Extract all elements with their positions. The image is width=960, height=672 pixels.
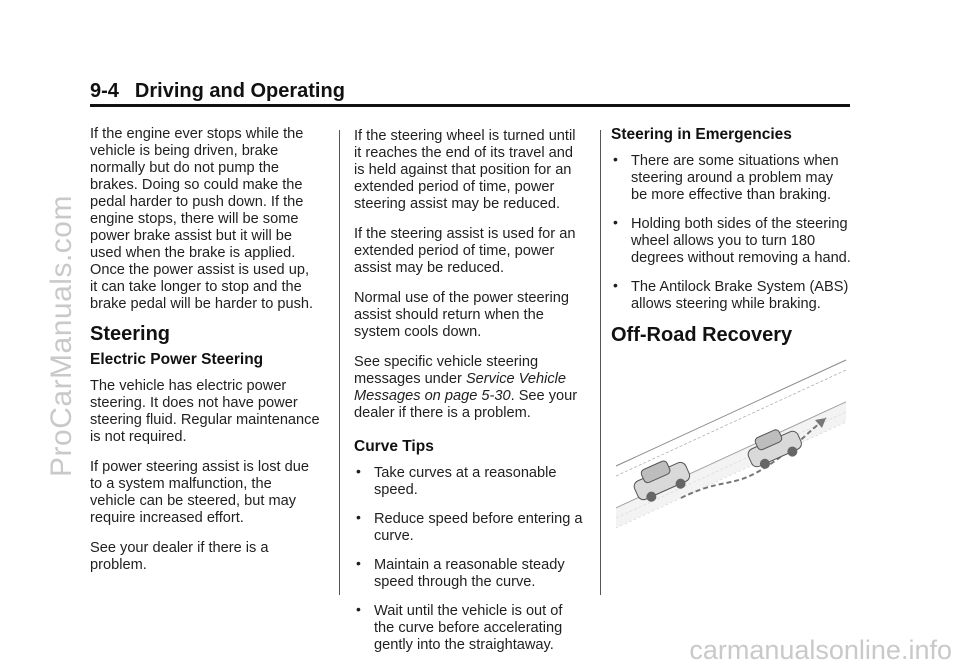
list-item: [354, 557, 586, 591]
service-messages-link[interactable]: Service Vehicle Messages on page 5-30: [354, 371, 566, 404]
emergency-item-text: There are some situations when steering around a problem may be more effective than braking.: [631, 153, 839, 203]
curve-tips-heading: Curve Tips: [354, 438, 434, 455]
service-messages-post: . See your dealer if there is a problem.: [354, 388, 578, 421]
bullet-icon: •: [356, 601, 361, 617]
section-title: Driving and Operating: [134, 80, 345, 102]
list-item: [611, 216, 851, 267]
bullet-icon: •: [356, 463, 361, 479]
road-shoulder: [616, 402, 846, 528]
column-divider-2: [600, 130, 601, 595]
off-road-recovery-illustration: [611, 358, 851, 548]
bullet-icon: •: [613, 214, 618, 230]
page-number: 9-4: [90, 80, 119, 102]
list-item: [354, 603, 586, 654]
steering-extended-paragraph: If the steering assist is used for an extended period of time, power assist may be reduced.: [354, 226, 576, 276]
emergency-list: [611, 153, 851, 313]
steering-cooldown-paragraph: Normal use of the power steering assist should return when the system cools down.: [354, 290, 569, 340]
steering-in-emergencies-heading: Steering in Emergencies: [611, 126, 792, 143]
steering-travel-paragraph: If the steering wheel is turned until it reaches the end of its travel and is held against that position for an extended period of time, power steering assist may be reduced.: [354, 128, 576, 212]
bullet-icon: •: [356, 555, 361, 571]
engine-stops-paragraph: If the engine ever stops while the vehicle is being driven, brake normally but do not pump the brakes. Doing so could make the pedal harder to push down. If the engine stops, there will be some power brake assist but it will be used when the brake is applied. Once the power assist is used up, it can take longer to stop and the brake pedal will be harder to push.: [90, 126, 314, 312]
column-divider-1: [339, 130, 340, 595]
bullet-icon: •: [613, 277, 618, 293]
eps-paragraph-1: The vehicle has electric power steering. It does not have power steering fluid. Regular maintenance is not required.: [90, 378, 320, 445]
curve-tip-text: Reduce speed before entering a curve.: [374, 511, 583, 544]
service-messages-pre: See specific vehicle steering messages under: [354, 354, 539, 387]
watermark-procarmanuals: ProCarManuals.com: [45, 195, 78, 477]
list-item: [611, 279, 851, 313]
curve-tip-text: Wait until the vehicle is out of the curve before accelerating gently into the straightaway.: [374, 603, 563, 653]
curve-tip-text: Take curves at a reasonable speed.: [374, 465, 557, 498]
curve-tips-list: [354, 465, 586, 654]
list-item: [354, 511, 586, 545]
column-3: [611, 126, 851, 548]
eps-paragraph-2: If power steering assist is lost due to a system malfunction, the vehicle can be steered, but may require increased effort.: [90, 459, 310, 526]
watermark-carmanualsonline: carmanualsonline.info: [689, 635, 952, 665]
off-road-recovery-heading: Off-Road Recovery: [611, 324, 793, 346]
curve-tip-text: Maintain a reasonable steady speed through the curve.: [374, 557, 565, 590]
eps-paragraph-3: See your dealer if there is a problem.: [90, 540, 269, 573]
service-messages-paragraph: [354, 354, 586, 422]
column-1: [90, 126, 320, 587]
list-item: [354, 465, 586, 499]
header-rule: [90, 104, 850, 107]
page-header: [90, 80, 345, 103]
emergency-item-text: The Antilock Brake System (ABS) allows steering while braking.: [631, 279, 849, 312]
column-2: [354, 128, 586, 666]
bullet-icon: •: [613, 151, 618, 167]
electric-power-steering-heading: Electric Power Steering: [90, 351, 264, 368]
bullet-icon: •: [356, 509, 361, 525]
emergency-item-text: Holding both sides of the steering wheel allows you to turn 180 degrees without removing a hand.: [631, 216, 851, 266]
list-item: [611, 153, 851, 204]
steering-heading: Steering: [90, 323, 171, 345]
